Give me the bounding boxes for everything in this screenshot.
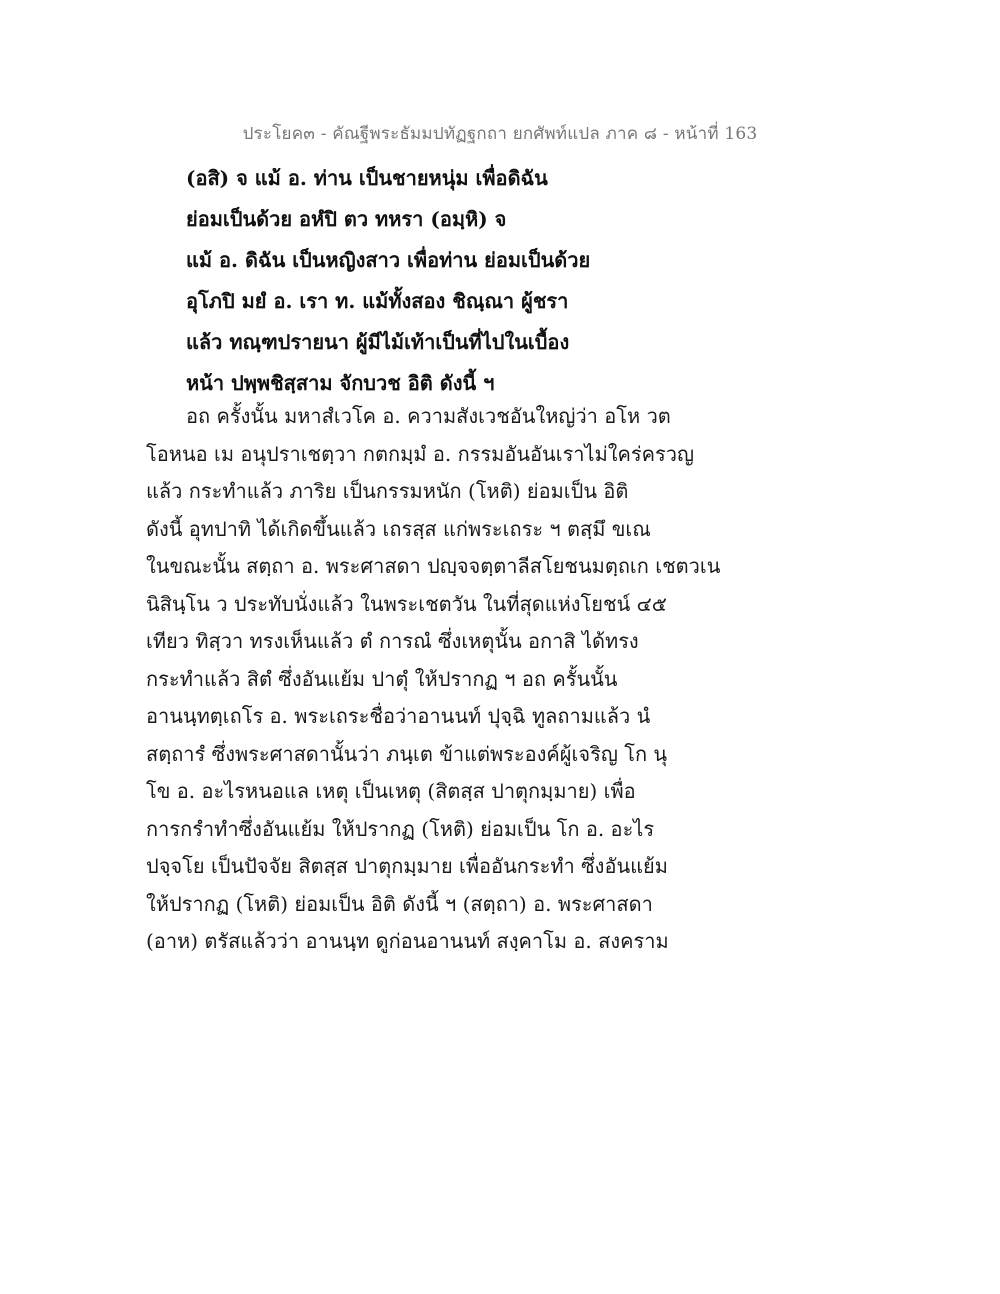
- prose-line: สตฺถารํ ซึ่งพระศาสดานั้นว่า ภนฺเต ข้าแต่พระองค์ผู้เจริญ โก นุ: [146, 741, 668, 766]
- prose-line: ดังนี้ อุทปาทิ ได้เกิดขึ้นแล้ว เถรสฺส แก่พระเถระ ฯ ตสฺมึ ขเณ: [146, 516, 651, 541]
- prose-line: ในขณะนั้น สตฺถา อ. พระศาสดา ปญฺจจตฺตาลีสโยชนมตฺถเก เชตวเน: [146, 554, 721, 578]
- verse-line: แล้ว ทณฺฑปรายนา ผู้มีไม้เท้าเป็นที่ไปในเบื้อง: [186, 330, 570, 354]
- verse-line: ย่อมเป็นด้วย อหํปิ ตว ทหรา (อมฺหิ) จ: [186, 207, 507, 231]
- prose-line: เทียว ทิสฺวา ทรงเห็นแล้ว ตํ การณํ ซึ่งเหตุนั้น อกาสิ ได้ทรง: [146, 629, 639, 653]
- prose-line: อานนฺทตฺเถโร อ. พระเถระชื่อว่าอานนท์ ปุจฺฉิ ทูลถามแล้ว นํ: [146, 704, 651, 728]
- verse-line: หน้า ปพฺพชิสฺสาม จักบวช อิติ ดังนี้ ฯ: [186, 371, 495, 395]
- verse-line: อุโภปิ มยํ อ. เรา ท. แม้ทั้งสอง ชิณฺณา ผู้ชรา: [186, 289, 569, 313]
- prose-line: ให้ปรากฏ (โหติ) ย่อมเป็น อิติ ดังนี้ ฯ (สตฺถา) อ. พระศาสดา: [146, 891, 653, 916]
- running-header: ประโยค๓ - คัณฐีพระธัมมปทัฏฐกถา ยกศัพท์แปล ภาค ๘ - หน้าที่ 163: [242, 124, 758, 144]
- prose-line: โข อ. อะไรหนอแล เหตุ เป็นเหตุ (สิตสฺส ปาตุกมฺมาย) เพื่อ: [146, 779, 636, 803]
- verse-line: แม้ อ. ดิฉัน เป็นหญิงสาว เพื่อท่าน ย่อมเป็นด้วย: [186, 248, 591, 272]
- prose-line: (อาห) ตรัสแล้วว่า อานนฺท ดูก่อนอานนท์ สงฺคาโม อ. สงคราม: [146, 929, 669, 953]
- verse-block: [186, 158, 826, 404]
- verse-line: (อสิ) จ แม้ อ. ท่าน เป็นชายหนุ่ม เพื่อดิฉัน: [186, 166, 548, 190]
- prose-line: โอหนอ เม อนุปราเชตฺวา กตกมฺมํ อ. กรรมอันอันเราไม่ใคร่ครวญ: [146, 441, 695, 466]
- prose-line: แล้ว กระทำแล้ว ภาริย เป็นกรรมหนัก (โหติ) ย่อมเป็น อิติ: [146, 479, 629, 503]
- prose-line: กระทำแล้ว สิตํ ซึ่งอันแย้ม ปาตุํ ให้ปรากฏ ฯ อถ ครั้นนั้น: [146, 666, 618, 691]
- prose-line: อถ ครั้งนั้น มหาสํเวโค อ. ความสังเวชอันใหญ่ว่า อโห วต: [186, 404, 671, 428]
- prose-block: [146, 398, 846, 961]
- prose-line: การกรำทำซึ่งอันแย้ม ให้ปรากฏ (โหติ) ย่อมเป็น โก อ. อะไร: [146, 816, 655, 841]
- prose-line: นิสินฺโน ว ประทับนั่งแล้ว ในพระเชตวัน ในที่สุดแห่งโยชน์ ๔๕: [146, 591, 667, 616]
- prose-line: ปจฺจโย เป็นปัจจัย สิตสฺส ปาตุกมฺมาย เพื่ออันกระทำ ซึ่งอันแย้ม: [146, 854, 668, 878]
